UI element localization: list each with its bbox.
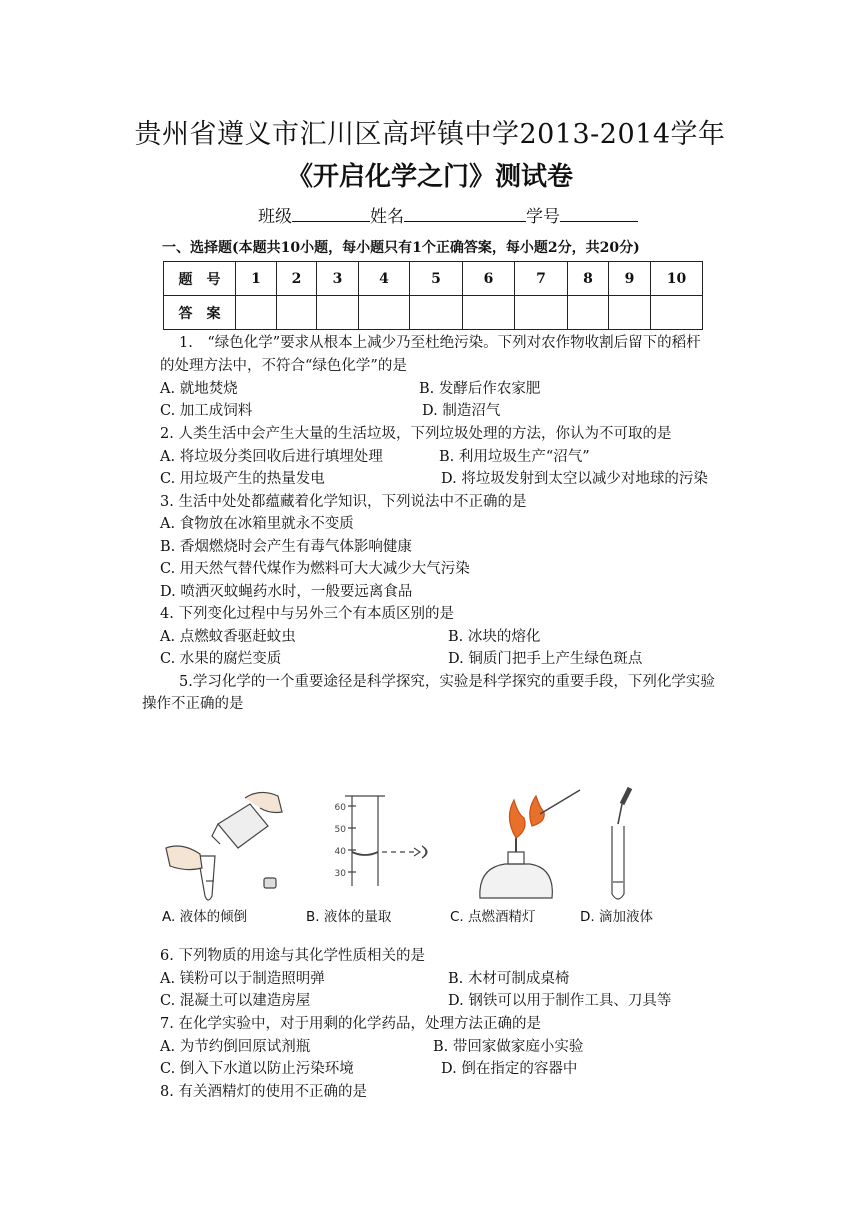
q5-stem-line1: 5.学习化学的一个重要途径是科学探究，实验是科学探究的重要手段，下列化学实验 xyxy=(179,674,715,690)
answer-cell[interactable] xyxy=(568,296,609,330)
dropper-tube xyxy=(618,804,622,824)
question-number-cell: 4 xyxy=(359,262,410,296)
flame-left-icon xyxy=(509,800,525,838)
answer-cell[interactable] xyxy=(651,296,703,330)
q5-figure-caption-a: A. 液体的倾倒 xyxy=(162,909,248,925)
q3-option-b[interactable]: B. 香烟燃烧时会产生有毒气体影响健康 xyxy=(160,539,412,555)
answer-cell[interactable] xyxy=(463,296,515,330)
q4-option-d[interactable]: D. 铜质门把手上产生绿色斑点 xyxy=(448,651,643,667)
q5-figure-caption-c: C. 点燃酒精灯 xyxy=(450,909,536,925)
q2-option-b[interactable]: B. 利用垃圾生产“沼气” xyxy=(439,449,590,465)
answer-cell[interactable] xyxy=(317,296,359,330)
q4-option-c[interactable]: C. 水果的腐烂变质 xyxy=(160,651,282,667)
name-blank[interactable] xyxy=(404,205,526,222)
q1-option-b[interactable]: B. 发酵后作农家肥 xyxy=(419,381,541,397)
question-number-cell: 9 xyxy=(609,262,651,296)
tick-label: 40 xyxy=(334,847,346,857)
q5-figure-caption-b: B. 液体的量取 xyxy=(306,909,392,925)
q6-stem: 6. 下列物质的用途与其化学性质相关的是 xyxy=(160,948,425,964)
question-number-cell: 7 xyxy=(515,262,568,296)
q1-option-a[interactable]: A. 就地焚烧 xyxy=(160,381,238,397)
answer-cell[interactable] xyxy=(236,296,277,330)
name-label: 姓名 xyxy=(370,207,404,227)
id-blank[interactable] xyxy=(560,205,638,222)
q3-option-d[interactable]: D. 喷洒灭蚊蝇药水时，一般要远离食品 xyxy=(160,584,413,600)
pouring-liquid-illustration xyxy=(166,792,282,900)
class-label: 班级 xyxy=(258,207,292,227)
q1-stem-line2: 的处理方法中，不符合“绿色化学”的是 xyxy=(160,358,407,374)
class-blank[interactable] xyxy=(292,205,370,222)
tick-label: 60 xyxy=(334,803,346,813)
eye-icon xyxy=(422,846,427,858)
question-number-cell: 5 xyxy=(410,262,463,296)
q3-option-c[interactable]: C. 用天然气替代煤作为燃料可大大减少大气污染 xyxy=(160,561,470,577)
question-number-cell: 3 xyxy=(317,262,359,296)
question-number-cell: 6 xyxy=(463,262,515,296)
row-label-number: 题 号 xyxy=(164,262,236,296)
tick-label: 50 xyxy=(334,825,346,835)
q8-stem: 8. 有关酒精灯的使用不正确的是 xyxy=(160,1084,367,1100)
hand-bottom-shape xyxy=(166,846,202,870)
answer-cell[interactable] xyxy=(359,296,410,330)
dropper-bulb xyxy=(622,788,630,804)
q4-option-a[interactable]: A. 点燃蚊香驱赶蚊虫 xyxy=(160,629,296,645)
test-tube-shape xyxy=(612,826,624,899)
q2-option-c[interactable]: C. 用垃圾产生的热量发电 xyxy=(160,471,325,487)
table-row xyxy=(164,262,703,296)
exam-title: 贵州省遵义市汇川区高坪镇中学2013-2014学年 xyxy=(134,119,726,150)
q7-option-a[interactable]: A. 为节约倒回原试剂瓶 xyxy=(160,1039,311,1055)
reagent-bottle-shape xyxy=(218,804,268,848)
q6-option-d[interactable]: D. 钢铁可以用于制作工具、刀具等 xyxy=(448,993,672,1009)
q4-option-b[interactable]: B. 冰块的熔化 xyxy=(448,629,541,645)
q6-option-c[interactable]: C. 混凝土可以建造房屋 xyxy=(160,993,311,1009)
row-label-answer: 答 案 xyxy=(164,296,236,330)
q7-option-b[interactable]: B. 带回家做家庭小实验 xyxy=(433,1039,584,1055)
match-stick xyxy=(540,790,580,814)
q7-option-c[interactable]: C. 倒入下水道以防止污染环境 xyxy=(160,1061,354,1077)
q2-option-d[interactable]: D. 将垃圾发射到太空以减少对地球的污染 xyxy=(441,471,708,487)
section-heading: 一、选择题(本题共10小题，每小题只有1个正确答案，每小题2分，共20分) xyxy=(162,240,640,256)
bottle-stopper-shape xyxy=(264,878,276,888)
q6-option-b[interactable]: B. 木材可制成桌椅 xyxy=(448,971,570,987)
sight-line-arrowhead xyxy=(414,848,420,856)
q3-stem: 3. 生活中处处都蕴藏着化学知识，下列说法中不正确的是 xyxy=(160,494,527,510)
question-number-cell: 8 xyxy=(568,262,609,296)
q1-stem-line1: 1. “绿色化学”要求从根本上减少乃至杜绝污染。下列对农作物收割后留下的稻杆 xyxy=(179,335,701,351)
answer-cell[interactable] xyxy=(410,296,463,330)
question-number-cell: 2 xyxy=(277,262,317,296)
q2-stem: 2. 人类生活中会产生大量的生活垃圾，下列垃圾处理的方法，你认为不可取的是 xyxy=(160,426,672,442)
q7-option-d[interactable]: D. 倒在指定的容器中 xyxy=(441,1061,578,1077)
alcohol-lamp-illustration xyxy=(480,790,580,898)
question-number-cell: 10 xyxy=(651,262,703,296)
bottle-neck xyxy=(212,824,220,844)
answer-cell[interactable] xyxy=(277,296,317,330)
q3-option-a[interactable]: A. 食物放在冰箱里就永不变质 xyxy=(160,516,354,532)
lamp-neck-shape xyxy=(508,852,524,864)
exam-subtitle: 《开启化学之门》测试卷 xyxy=(286,162,573,192)
tick-label: 30 xyxy=(334,869,346,879)
student-info-line xyxy=(258,202,638,227)
q1-option-c[interactable]: C. 加工成饲料 xyxy=(160,403,253,419)
measuring-cylinder-illustration xyxy=(335,796,427,886)
table-row xyxy=(164,296,703,330)
flame-right-icon xyxy=(530,796,545,826)
lamp-body-shape xyxy=(480,864,552,898)
id-label: 学号 xyxy=(526,207,560,227)
q5-figure-caption-d: D. 滴加液体 xyxy=(580,909,653,925)
q5-lab-figure xyxy=(160,786,680,921)
dropper-illustration xyxy=(612,788,630,899)
q5-stem-line2: 操作不正确的是 xyxy=(142,696,244,712)
q2-option-a[interactable]: A. 将垃圾分类回收后进行填埋处理 xyxy=(160,449,383,465)
answer-cell[interactable] xyxy=(515,296,568,330)
liquid-meniscus xyxy=(352,852,378,855)
answer-cell[interactable] xyxy=(609,296,651,330)
q7-stem: 7. 在化学实验中，对于用剩的化学药品，处理方法正确的是 xyxy=(160,1016,541,1032)
q4-stem: 4. 下列变化过程中与另外三个有本质区别的是 xyxy=(160,606,454,622)
q6-option-a[interactable]: A. 镁粉可以于制造照明弹 xyxy=(160,971,325,987)
question-number-cell: 1 xyxy=(236,262,277,296)
q1-option-d[interactable]: D. 制造沼气 xyxy=(422,403,501,419)
answer-table xyxy=(163,261,703,330)
